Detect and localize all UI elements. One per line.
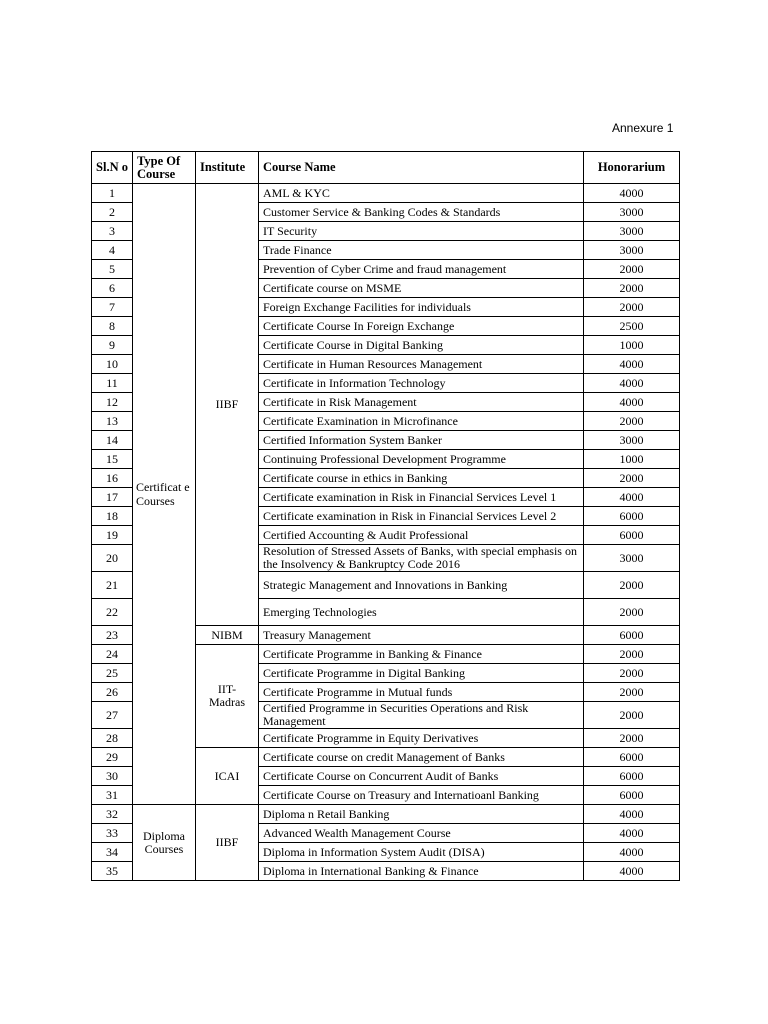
row-sl-no: 32 <box>92 805 133 824</box>
table-header-row <box>92 152 680 184</box>
header-course-name: Course Name <box>259 152 584 184</box>
institute-iit-madras: IIT-Madras <box>196 645 259 748</box>
row-sl-no: 31 <box>92 786 133 805</box>
course-table-container <box>91 151 680 881</box>
row-honorarium: 4000 <box>584 488 680 507</box>
row-course-name: Certificate Programme in Digital Banking <box>259 664 584 683</box>
row-sl-no: 33 <box>92 824 133 843</box>
row-course-name: Certified Information System Banker <box>259 431 584 450</box>
row-sl-no: 23 <box>92 626 133 645</box>
institute-iibf-diploma: IIBF <box>196 805 259 881</box>
row-honorarium: 4000 <box>584 805 680 824</box>
row-sl-no: 21 <box>92 572 133 599</box>
row-course-name: Trade Finance <box>259 241 584 260</box>
row-sl-no: 11 <box>92 374 133 393</box>
row-honorarium: 2000 <box>584 702 680 729</box>
row-sl-no: 27 <box>92 702 133 729</box>
row-sl-no: 7 <box>92 298 133 317</box>
row-sl-no: 26 <box>92 683 133 702</box>
row-honorarium: 4000 <box>584 184 680 203</box>
row-course-name: Certificate Course on Concurrent Audit of Banks <box>259 767 584 786</box>
row-course-name: Customer Service & Banking Codes & Standards <box>259 203 584 222</box>
row-course-name: Certificate course on MSME <box>259 279 584 298</box>
institute-nibm: NIBM <box>196 626 259 645</box>
row-course-name: Certificate course on credit Management of Banks <box>259 748 584 767</box>
row-course-name: AML & KYC <box>259 184 584 203</box>
row-sl-no: 29 <box>92 748 133 767</box>
row-honorarium: 4000 <box>584 843 680 862</box>
row-course-name: Certificate in Information Technology <box>259 374 584 393</box>
row-sl-no: 17 <box>92 488 133 507</box>
row-course-name: Certificate Course In Foreign Exchange <box>259 317 584 336</box>
row-honorarium: 4000 <box>584 862 680 881</box>
institute-icai: ICAI <box>196 748 259 805</box>
row-sl-no: 35 <box>92 862 133 881</box>
row-honorarium: 2000 <box>584 664 680 683</box>
row-sl-no: 8 <box>92 317 133 336</box>
row-course-name: Certificate Course on Treasury and Internatioanl Banking <box>259 786 584 805</box>
row-honorarium: 3000 <box>584 241 680 260</box>
row-sl-no: 18 <box>92 507 133 526</box>
row-honorarium: 4000 <box>584 393 680 412</box>
row-honorarium: 1000 <box>584 336 680 355</box>
row-sl-no: 25 <box>92 664 133 683</box>
row-sl-no: 20 <box>92 545 133 572</box>
row-sl-no: 34 <box>92 843 133 862</box>
header-institute: Institute <box>196 152 259 184</box>
row-honorarium: 2500 <box>584 317 680 336</box>
row-course-name: Strategic Management and Innovations in Banking <box>259 572 584 599</box>
row-course-name: Certificate in Risk Management <box>259 393 584 412</box>
row-course-name: Advanced Wealth Management Course <box>259 824 584 843</box>
row-sl-no: 16 <box>92 469 133 488</box>
header-honorarium: Honorarium <box>584 152 680 184</box>
row-course-name: Diploma in Information System Audit (DISA) <box>259 843 584 862</box>
row-honorarium: 4000 <box>584 824 680 843</box>
row-honorarium: 2000 <box>584 469 680 488</box>
row-honorarium: 2000 <box>584 279 680 298</box>
row-sl-no: 15 <box>92 450 133 469</box>
course-honorarium-table <box>91 151 680 881</box>
row-honorarium: 2000 <box>584 260 680 279</box>
row-honorarium: 6000 <box>584 626 680 645</box>
row-honorarium: 2000 <box>584 572 680 599</box>
row-course-name: Foreign Exchange Facilities for individuals <box>259 298 584 317</box>
row-sl-no: 1 <box>92 184 133 203</box>
course-type-diploma: Diploma Courses <box>133 805 196 881</box>
row-sl-no: 24 <box>92 645 133 664</box>
row-sl-no: 2 <box>92 203 133 222</box>
row-honorarium: 6000 <box>584 786 680 805</box>
row-course-name: Resolution of Stressed Assets of Banks, with special emphasis on the Insolvency & Bankruptcy Code 2016 <box>259 545 584 572</box>
row-course-name: Certificate examination in Risk in Financial Services Level 2 <box>259 507 584 526</box>
row-honorarium: 2000 <box>584 298 680 317</box>
row-course-name: Certificate in Human Resources Management <box>259 355 584 374</box>
row-honorarium: 3000 <box>584 203 680 222</box>
course-type-certificate: Certificat e Courses <box>133 184 196 805</box>
row-sl-no: 6 <box>92 279 133 298</box>
row-course-name: Diploma in International Banking & Finance <box>259 862 584 881</box>
table-row <box>92 805 680 824</box>
row-honorarium: 6000 <box>584 767 680 786</box>
row-sl-no: 19 <box>92 526 133 545</box>
row-sl-no: 5 <box>92 260 133 279</box>
row-honorarium: 2000 <box>584 412 680 431</box>
row-honorarium: 2000 <box>584 729 680 748</box>
row-course-name: Prevention of Cyber Crime and fraud management <box>259 260 584 279</box>
row-course-name: Certificate Programme in Mutual funds <box>259 683 584 702</box>
row-course-name: Continuing Professional Development Programme <box>259 450 584 469</box>
row-sl-no: 14 <box>92 431 133 450</box>
row-honorarium: 4000 <box>584 374 680 393</box>
header-type-of-course: Type Of Course <box>133 152 196 184</box>
row-honorarium: 2000 <box>584 645 680 664</box>
row-course-name: Certificate examination in Risk in Financial Services Level 1 <box>259 488 584 507</box>
row-honorarium: 6000 <box>584 526 680 545</box>
row-course-name: Emerging Technologies <box>259 599 584 626</box>
row-sl-no: 28 <box>92 729 133 748</box>
institute-iibf: IIBF <box>196 184 259 626</box>
row-sl-no: 12 <box>92 393 133 412</box>
row-honorarium: 3000 <box>584 431 680 450</box>
row-sl-no: 4 <box>92 241 133 260</box>
row-course-name: Diploma n Retail Banking <box>259 805 584 824</box>
row-honorarium: 1000 <box>584 450 680 469</box>
row-sl-no: 3 <box>92 222 133 241</box>
header-sl-no: Sl.N o <box>92 152 133 184</box>
row-honorarium: 6000 <box>584 507 680 526</box>
row-course-name: IT Security <box>259 222 584 241</box>
annexure-title: Annexure 1 <box>612 121 674 135</box>
row-honorarium: 2000 <box>584 683 680 702</box>
table-row <box>92 184 680 203</box>
row-course-name: Certificate Course in Digital Banking <box>259 336 584 355</box>
row-honorarium: 6000 <box>584 748 680 767</box>
row-course-name: Certificate Programme in Equity Derivatives <box>259 729 584 748</box>
row-sl-no: 13 <box>92 412 133 431</box>
row-honorarium: 3000 <box>584 222 680 241</box>
row-course-name: Certified Accounting & Audit Professional <box>259 526 584 545</box>
row-honorarium: 4000 <box>584 355 680 374</box>
row-sl-no: 30 <box>92 767 133 786</box>
row-sl-no: 10 <box>92 355 133 374</box>
row-honorarium: 2000 <box>584 599 680 626</box>
row-course-name: Certificate Examination in Microfinance <box>259 412 584 431</box>
row-honorarium: 3000 <box>584 545 680 572</box>
row-course-name: Certificate Programme in Banking & Finance <box>259 645 584 664</box>
row-sl-no: 9 <box>92 336 133 355</box>
row-course-name: Certified Programme in Securities Operations and Risk Management <box>259 702 584 729</box>
row-course-name: Certificate course in ethics in Banking <box>259 469 584 488</box>
row-course-name: Treasury Management <box>259 626 584 645</box>
row-sl-no: 22 <box>92 599 133 626</box>
